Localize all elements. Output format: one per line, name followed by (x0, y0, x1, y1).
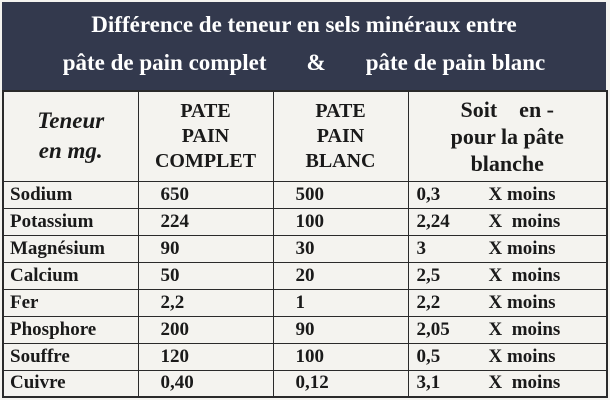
ratio-cell (408, 343, 607, 370)
value-complet: 0,40 (138, 370, 273, 397)
ratio-value: 2,05 (416, 318, 450, 340)
ratio-cell (408, 262, 607, 289)
table-row (3, 262, 607, 289)
table-row (3, 343, 607, 370)
value-complet: 224 (138, 208, 273, 235)
ratio-suffix: X moins (488, 183, 556, 205)
mineral-name: Souffre (3, 343, 138, 370)
mineral-name: Potassium (3, 208, 138, 235)
value-blanc: 30 (273, 235, 408, 262)
value-complet: 50 (138, 262, 273, 289)
value-complet: 650 (138, 181, 273, 208)
mineral-name: Sodium (3, 181, 138, 208)
header-complet-line-1: PATE (180, 99, 231, 122)
table-row (3, 235, 607, 262)
title-line-2 (2, 50, 606, 76)
ratio-cell (408, 181, 607, 208)
value-blanc: 20 (273, 262, 408, 289)
table-row (3, 208, 607, 235)
header-row (3, 91, 607, 181)
mineral-table (2, 90, 608, 398)
header-blanc-line-2: PAIN (316, 124, 365, 147)
header-teneur-line-2: en mg. (38, 138, 103, 164)
table-row (3, 316, 607, 343)
ratio-cell (408, 289, 607, 316)
ratio-cell (408, 235, 607, 262)
header-ratio (408, 91, 607, 181)
ratio-suffix: X moins (488, 372, 561, 394)
mineral-name: Cuivre (3, 370, 138, 397)
value-complet: 200 (138, 316, 273, 343)
value-complet: 120 (138, 343, 273, 370)
header-teneur-line-1: Teneur (37, 108, 105, 134)
ratio-suffix: X moins (488, 237, 556, 259)
ratio-suffix: X moins (488, 264, 561, 286)
table-row (3, 370, 607, 397)
mineral-name: Fer (3, 289, 138, 316)
header-complet (138, 91, 273, 181)
value-complet: 2,2 (138, 289, 273, 316)
ratio-suffix: X moins (488, 210, 561, 232)
header-ratio-line-3: blanche (470, 150, 544, 176)
ratio-value: 2,5 (416, 264, 441, 286)
ratio-cell (408, 370, 607, 397)
header-teneur (3, 91, 138, 181)
title-banner (2, 2, 606, 90)
ratio-cell (408, 208, 607, 235)
value-blanc: 100 (273, 208, 408, 235)
ratio-suffix: X moins (488, 291, 556, 313)
value-blanc: 1 (273, 289, 408, 316)
header-blanc-line-3: BLANC (305, 149, 376, 172)
ratio-value: 2,2 (416, 291, 441, 313)
ratio-suffix: X moins (488, 318, 561, 340)
table-row (3, 181, 607, 208)
mineral-name: Magnésium (3, 235, 138, 262)
value-blanc: 100 (273, 343, 408, 370)
ratio-suffix: X moins (488, 345, 556, 367)
title-left: pâte de pain complet (62, 50, 267, 75)
value-complet: 90 (138, 235, 273, 262)
header-ratio-line-2: pour la pâte (450, 123, 564, 149)
mineral-name: Phosphore (3, 316, 138, 343)
title-right: pâte de pain blanc (365, 50, 546, 75)
value-blanc: 90 (273, 316, 408, 343)
ratio-value: 0,5 (416, 345, 441, 367)
header-complet-line-3: COMPLET (154, 149, 257, 172)
ratio-cell (408, 316, 607, 343)
ratio-value: 3 (416, 237, 426, 259)
ratio-value: 0,3 (416, 183, 441, 205)
ratio-value: 2,24 (416, 210, 450, 232)
title-ampersand: & (306, 50, 326, 75)
header-complet-line-2: PAIN (181, 124, 230, 147)
mineral-name: Calcium (3, 262, 138, 289)
value-blanc: 0,12 (273, 370, 408, 397)
table-body (3, 181, 607, 397)
header-ratio-line-1: Soit en - (460, 96, 554, 122)
ratio-value: 3,1 (416, 372, 441, 394)
title-line-1: Différence de teneur en sels minéraux entre (91, 12, 517, 37)
value-blanc: 500 (273, 181, 408, 208)
header-blanc (273, 91, 408, 181)
header-blanc-line-1: PATE (315, 99, 366, 122)
table-row (3, 289, 607, 316)
